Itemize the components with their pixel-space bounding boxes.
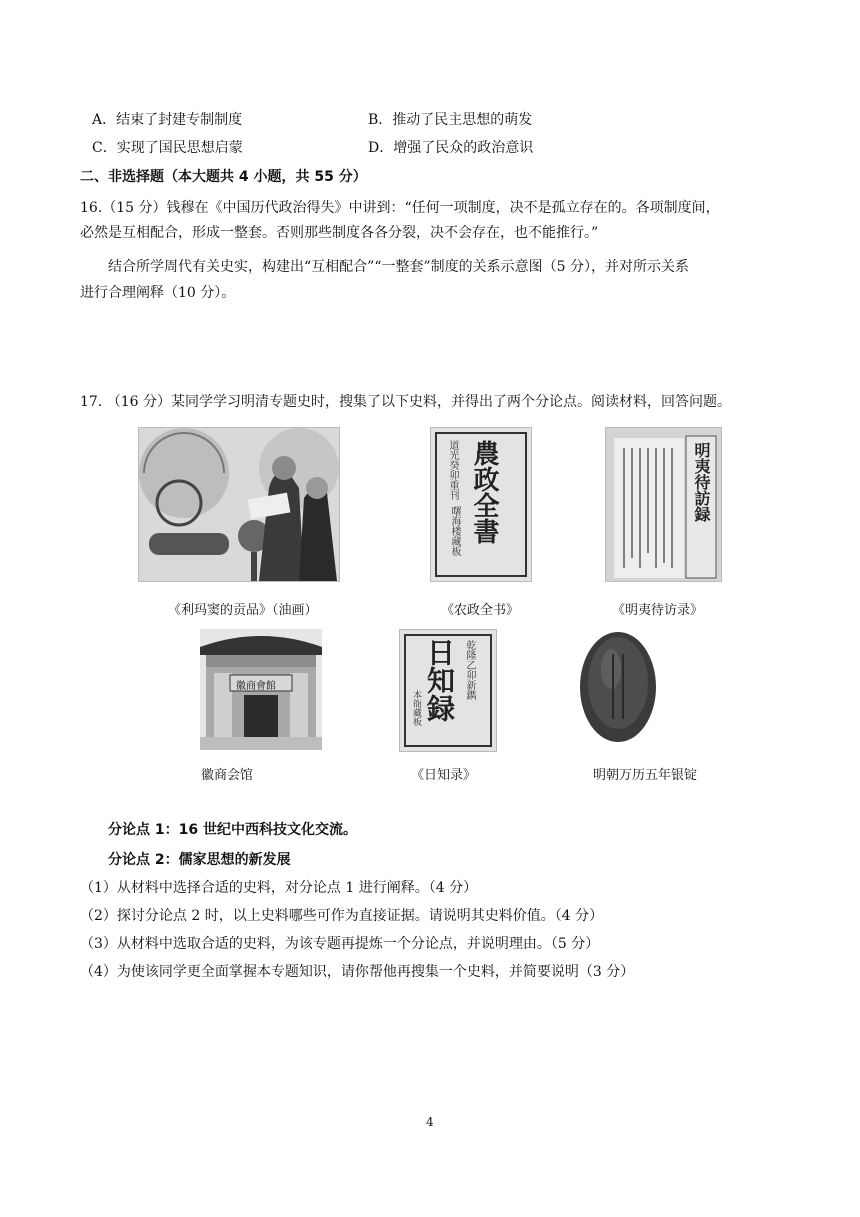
sub-question-3: （3）从材料中选取合适的史料，为该专题再提炼一个分论点，并说明理由。（5 分）: [80, 936, 600, 952]
sub-argument-2: 分论点 2：儒家思想的新发展: [108, 852, 291, 868]
caption-rizhilu: 《日知录》: [411, 768, 477, 783]
rizhilu-cover-image: [399, 629, 497, 752]
sub-argument-1: 分论点 1：16 世纪中西科技文化交流。: [108, 822, 357, 838]
caption-nongzheng: 《农政全书》: [441, 603, 520, 618]
rizhilu-side-text: 乾隆乙卯新鐫: [464, 640, 475, 700]
silver-ingot-image: [577, 629, 659, 750]
nongzheng-side-text-2: 曙海楼藏板: [449, 506, 460, 556]
section-heading: 二、非选择题（本大题共 4 小题，共 55 分）: [80, 169, 367, 185]
q17-intro: 17. （16 分）某同学学习明清专题史时，搜集了以下史料，并得出了两个分论点。阅读材料，回答问题。: [80, 394, 731, 410]
mingyi-daifanglu-image: [605, 427, 722, 582]
rizhilu-side-text-2: 本衙藏板: [411, 690, 421, 726]
mingyi-title-text: 明夷待訪録: [692, 442, 711, 522]
nongzheng-side-text: 道光癸卯重刊: [447, 440, 458, 500]
option-d: D．增强了民众的政治意识: [368, 140, 534, 156]
caption-silver-ingot: 明朝万历五年银锭: [593, 768, 698, 783]
rizhilu-title-text: 日知録: [423, 638, 456, 722]
option-b: B．推动了民主思想的萌发: [368, 112, 533, 128]
caption-huishang: 徽商会馆: [201, 768, 254, 783]
caption-mingyi: 《明夷待访录》: [612, 603, 704, 618]
caption-ricci: 《利玛窦的贡品》（油画）: [168, 603, 318, 618]
option-a: A．结束了封建专制制度: [92, 112, 243, 128]
q16-line-1: 16.（15 分）钱穆在《中国历代政治得失》中讲到：“任何一项制度，决不是孤立存在的。各项制度间，: [80, 200, 720, 216]
q16-line-2: 必然是互相配合，形成一整套。否则那些制度各各分裂，决不会存在，也不能推行。”: [80, 225, 599, 241]
nongzheng-title-text: 農政全書: [469, 440, 499, 544]
q16-line-3: 结合所学周代有关史实，构建出“互相配合”“一整套”制度的关系示意图（5 分），并对所示关系: [108, 259, 689, 275]
huishang-huiguan-image: [200, 629, 322, 750]
q16-line-4: 进行合理阐释（10 分）。: [80, 285, 236, 301]
sub-question-4: （4）为使该同学更全面掌握本专题知识，请你帮他再搜集一个史料，并简要说明（3 分）: [80, 964, 635, 980]
sub-question-2: （2）探讨分论点 2 时，以上史料哪些可作为直接证据。请说明其史料价值。（4 分）: [80, 908, 604, 924]
ricci-painting-image: [138, 427, 340, 582]
option-c: C．实现了国民思想启蒙: [92, 140, 243, 156]
sub-question-1: （1）从材料中选择合适的史料，对分论点 1 进行阐释。（4 分）: [80, 880, 478, 896]
huishang-plaque-text: 徽商會館: [236, 681, 276, 692]
page-number: 4: [426, 1115, 434, 1129]
nongzheng-quanshu-cover-image: [430, 427, 532, 582]
